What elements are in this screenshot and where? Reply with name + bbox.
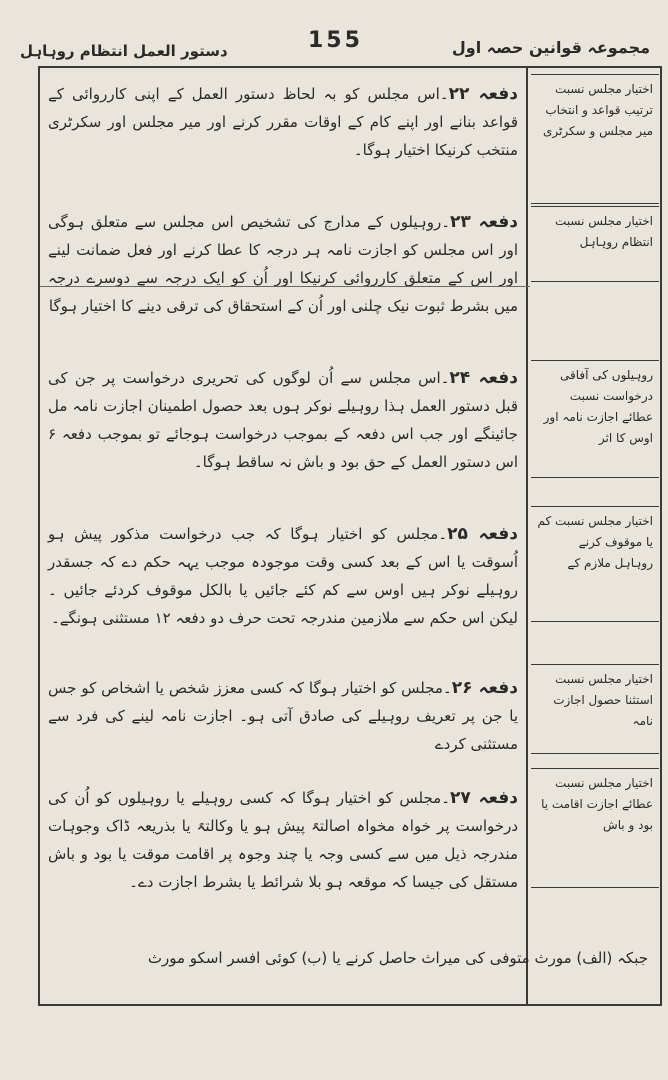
clause-27	[48, 784, 518, 896]
clause-text: ۔مجلس کو اختیار ہوگا کہ کسی روہیلے یا روہیلوں کو اُن کی درخواست پر خواہ مخواہ اصالتہً پیش ہو یا وکالتہً یا بذریعہ ڈاک وجوہات مندرجہ ذیل میں سے کسی وجہ یا چند وجوہ پر اقامت موقت یا بود و باش مستقل کی جیسا کہ موقعہ ہو بلا شرائط یا بشرط اجازت دے۔	[48, 789, 518, 891]
margin-note-text: اختیار مجلس نسبت عطائے اجازت اقامت یا بود و باش	[541, 776, 653, 832]
clause-number: دفعہ ۲۴	[449, 368, 518, 388]
margin-note-5	[531, 664, 659, 754]
clause-text: جبکہ (الف) مورث متوفی کی میراث حاصل کرنے یا (ب) کوئی افسر اسکو مورث	[147, 949, 648, 967]
clause-number: دفعہ ۲۲	[448, 84, 518, 104]
divider	[40, 286, 530, 287]
page-number: 155	[308, 28, 363, 53]
margin-note-2	[531, 206, 659, 282]
clause-text: ۔مجلس کو اختیار ہوگا کہ کسی معزز شخص یا اشخاص کو جس یا جن پر تعریف روہیلے کی صادق آتی ہو۔ اجازت نامہ لینے کی فرد سے مستثنی کردے	[48, 679, 518, 753]
margin-note-text: اختیار مجلس نسبت کم یا موقوف کرنے روہاہل ملازم کے	[537, 514, 653, 570]
margin-note-text: روہیلوں کی آفاقی درخواست نسبت عطائے اجازت نامہ اور اوس کا اثر	[543, 368, 653, 445]
margin-note-4	[531, 506, 659, 622]
margin-note-1	[531, 74, 659, 204]
margin-note-text: اختیار مجلس نسبت ترتیب قواعد و انتخاب میر مجلس و سکرٹری	[542, 82, 653, 138]
margin-note-text: اختیار مجلس نسبت انتظام روہاہل	[555, 214, 653, 249]
clause-number: دفعہ ۲۷	[449, 788, 518, 808]
clause-number: دفعہ ۲۳	[450, 212, 518, 232]
clause-23	[48, 208, 518, 320]
clause-27-continuation	[48, 944, 648, 972]
clause-number: دفعہ ۲۶	[451, 678, 518, 698]
clause-26	[48, 674, 518, 758]
clause-text: ۔روہیلوں کے مدارج کی تشخیص اس مجلس سے متعلق ہوگی اور اس مجلس کو اجازت نامہ ہر درجہ کا عطا کرنے اور فعل ضمانت لینے اور اس کے متعلق کارروائی کرنیکا اور اُن کو ایک درجہ سے دوسرے درجہ میں بشرط ثبوت نیک چلنی اور اُن کے استحقاق کی ترقی دینے کا اختیار ہوگا	[48, 213, 518, 315]
clause-text: ۔اس مجلس سے اُن لوگوں کی تحریری درخواست پر جن کی قبل دستور العمل ہذا روہیلے نوکر ہوں بعد حصول اطمینان اجازت نامہ مل جائینگے اور جب اس دفعہ کے بموجب درخواست ہوجائے تو بموجب دفعہ ۶ اس دستور العمل کے حق بود و باش نہ ساقط ہوگا۔	[48, 369, 518, 471]
header-book-title: مجموعہ قوانین حصہ اول	[451, 38, 650, 57]
page-header	[20, 28, 650, 68]
clause-text: ۔مجلس کو اختیار ہوگا کہ جب درخواست مذکور پیش ہو اُسوقت یا اس کے بعد کسی وقت موجودہ موجب یہہ حکم دے کہ جسقدر روہیلے نوکر ہیں اوس سے کم کئے جائیں یا بالکل موقوف کردئے جائیں ۔ لیکن اس حکم سے ملازمین مندرجہ تحت حرف دو دفعہ ۱۲ مستثنی ہونگے۔	[48, 525, 518, 627]
clause-24	[48, 364, 518, 476]
clause-text: ۔اس مجلس کو بہ لحاظ دستور العمل کے اپنی کارروائی کے قواعد بنانے اور اپنے کام کے اوقات مقرر کرنے اور میر مجلس اور سکرٹری منتخب کرنیکا اختیار ہوگا۔	[48, 85, 518, 159]
clause-number: دفعہ ۲۵	[447, 524, 518, 544]
margin-note-text: اختیار مجلس نسبت استثنا حصول اجازت نامہ	[553, 672, 653, 728]
header-section-title: دستور العمل انتظام روہاہل	[20, 42, 228, 60]
clause-22	[48, 80, 518, 164]
margin-note-6	[531, 768, 659, 888]
margin-note-3	[531, 360, 659, 478]
clause-25	[48, 520, 518, 632]
